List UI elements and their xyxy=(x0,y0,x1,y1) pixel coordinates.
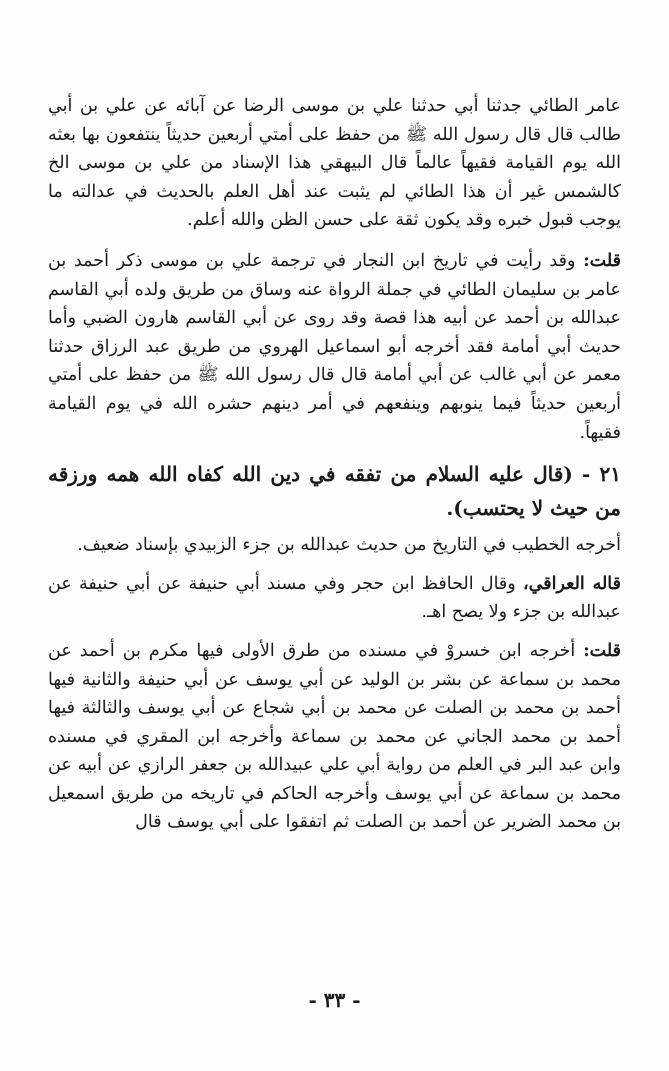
paragraph-5-text: أخرجه ابن خسروْ في مسنده من طرق الأولى فيها مكرم بن أحمد عن محمد بن سماعة عن بشر بن الوليد عن أبي يوسف عن أبي حنيفة والثانية فيها أحمد بن محمد بن الصلت عن محمد بن أبي شجاع عن أبي يوسف والثالثة فيها أحمد بن محمد الجاني عن محمد بن سماعة وأخرجه ابن المقري في مسنده وابن عبد البر في العلم من رواية أبي علي عبيدالله بن جعفر الرازي عن أبيه عن محمد بن سماعة عن أبي يوسف وأخرجه الحاكم في تاريخه من طريق اسمعيل بن محمد الضرير عن أحمد بن الصلت ثم اتفقوا على أبي يوسف قال xyxy=(48,640,621,833)
paragraph-1: عامر الطائي جدثنا أبي حدثنا علي بن موسى الرضا عن آبائه عن علي بن أبي طالب قال قال رسول الله ﷺ من حفظ على أمتي أربعين حديثاً ينتفعون بها بعثه الله يوم القيامة فقيهاً عالماً قال البيهقي هذا الإسناد من علي بن موسى الخ كالشمس غير أن هذا الطائي لم يثبت عند أهل العلم بالحديث في عدالته ما يوجب قبول خبره وقد يكون ثقة على حسن الظن والله أعلم. xyxy=(48,96,621,231)
hadith-heading: ٢١ - (قال عليه السلام من تفقه في دين الله كفاه الله همه ورزقه من حيث لا يحتسب). xyxy=(48,462,621,521)
page-number: - ٣٣ - xyxy=(308,988,361,1012)
paragraph-2-text: وقد رأيت في تاريخ ابن النجار في ترجمة علي بن موسى ذكر أحمد بن عامر بن سليمان الطائي في جملة الرواة عنه وساق من طريق ولده أبي القاسم عبدالله بن أحمد عن أبيه هذا قصة وقد روى عن أبي القاسم هارون الضبي وأما حديث أبي أمامة فقد أخرجه أبو اسماعيل الهروي من طريق عبد الرزاق حدثنا معمر عن أبي غالب عن أبي أمامة قال قال رسول الله ﷺ من حفظ على أمتي أربعين حديثاً فيما ينوبهم وينفعهم في أمر دينهم حشره الله في يوم القيامة فقيهاً. xyxy=(48,250,621,443)
paragraph-4 xyxy=(48,570,621,627)
qult-label: قلت: xyxy=(583,250,621,271)
qult-label-2: قلت: xyxy=(583,640,621,661)
paragraph-4-text: وقال الحافظ ابن حجر وفي مسند أبي حنيفة عن أبي حنيفة عن عبدالله بن جزء ولا يصح اهـ. xyxy=(48,573,621,623)
iraqi-label: قاله العراقي، xyxy=(523,573,621,594)
paragraph-2 xyxy=(48,247,621,447)
paragraph-5 xyxy=(48,637,621,837)
paragraph-3: أخرجه الخطيب في التاريخ من حديث عبدالله بن جزء الزبيدي بإسناد ضعيف. xyxy=(77,535,621,556)
